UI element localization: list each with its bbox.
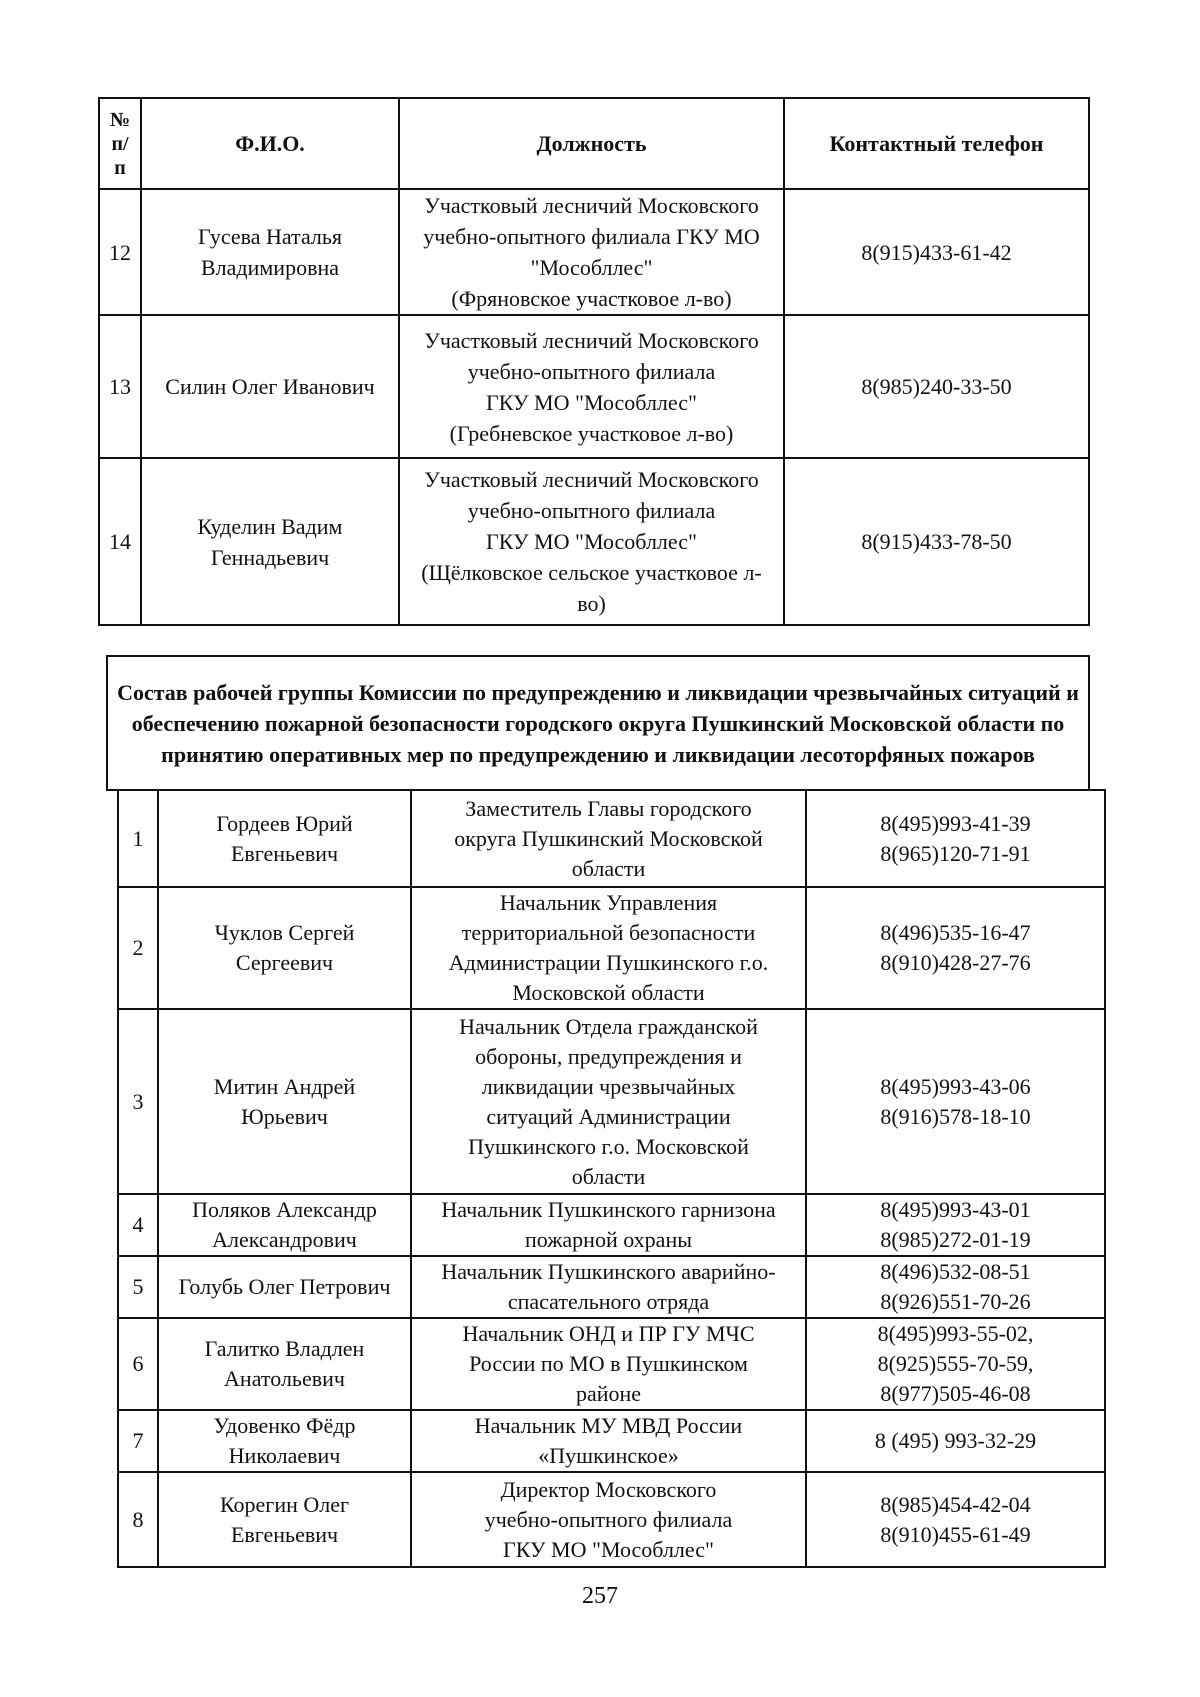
person-phone (806, 887, 1105, 1009)
person-position (411, 887, 806, 1009)
header-name: Ф.И.О. (141, 98, 399, 189)
person-position-line: Заместитель Главы городского (465, 795, 752, 821)
person-position (411, 1410, 806, 1472)
person-name-line: Удовенко Фёдр (213, 1413, 356, 1438)
table-row (118, 790, 1105, 887)
person-name-line: Голубь Олег Петрович (178, 1274, 391, 1299)
person-phone-line: 8(985)272-01-19 (880, 1227, 1031, 1252)
person-phone-line: 8(496)535-16-47 (880, 920, 1031, 945)
person-phone-line: 8(910)455-61-49 (880, 1521, 1031, 1547)
person-name-line: Поляков Александр (192, 1197, 377, 1222)
person-phone-line: 8(915)433-61-42 (861, 239, 1012, 265)
person-phone-line: 8(916)578-18-10 (880, 1103, 1031, 1129)
row-number: 6 (118, 1318, 158, 1410)
person-name (141, 458, 399, 625)
person-position-line: Пушкинского г.о. Московской (468, 1133, 749, 1159)
person-position (399, 315, 784, 458)
table-row (118, 1194, 1105, 1256)
person-name-line: Анатольевич (224, 1366, 345, 1391)
person-position (399, 189, 784, 315)
person-position-line: (Щёлковское сельское участковое л- (421, 560, 762, 585)
person-phone-line: 8(495)993-43-01 (880, 1197, 1031, 1222)
person-position (411, 790, 806, 887)
person-phone-line: 8(915)433-78-50 (861, 529, 1012, 554)
person-position-line: (Фряновское участковое л-во) (451, 286, 732, 311)
person-position-line: пожарной охраны (524, 1227, 692, 1252)
header-num-line: п (114, 156, 126, 179)
person-phone-line: 8(925)555-70-59, (877, 1351, 1034, 1376)
row-number: 13 (99, 315, 141, 458)
person-position-line: Участковый лесничий Московского (424, 467, 759, 492)
person-name-line: Силин Олег Иванович (165, 374, 375, 399)
person-position-line: учебно-опытного филиала ГКУ МО (423, 224, 760, 249)
row-number: 1 (118, 790, 158, 887)
person-position-line: ГКУ МО "Мособллес" (503, 1536, 714, 1562)
person-name (158, 1256, 411, 1318)
person-position-line: Московской области (512, 980, 705, 1005)
table-row (118, 1256, 1105, 1318)
person-phone (784, 189, 1089, 315)
person-phone-line: 8(495)993-43-06 (880, 1073, 1031, 1099)
table-row (99, 189, 1089, 315)
person-name-line: Гордеев Юрий (216, 810, 353, 836)
table-row (118, 1009, 1105, 1194)
person-position-line: во) (577, 591, 606, 616)
person-position (411, 1472, 806, 1567)
person-name-line: Юрьевич (241, 1103, 328, 1129)
page-number: 257 (582, 1583, 618, 1609)
person-phone-line: 8(985)454-42-04 (880, 1491, 1031, 1517)
header-num-line: п/ (111, 132, 129, 155)
person-phone (806, 1256, 1105, 1318)
person-position-line: области (571, 855, 646, 881)
person-phone (806, 1009, 1105, 1194)
person-phone-line: 8(910)428-27-76 (880, 950, 1031, 975)
person-position-line: области (571, 1163, 646, 1189)
person-position-line: районе (575, 1381, 642, 1406)
person-phone (806, 1194, 1105, 1256)
person-name (158, 887, 411, 1009)
person-phone (784, 315, 1089, 458)
person-name (158, 1318, 411, 1410)
row-number: 8 (118, 1472, 158, 1567)
person-name (158, 790, 411, 887)
person-name-line: Галитко Владлен (204, 1336, 365, 1361)
person-position-line: Участковый лесничий Московского (424, 193, 759, 218)
person-phone-line: 8(977)505-46-08 (880, 1381, 1031, 1406)
person-phone (806, 1472, 1105, 1567)
person-phone-line: 8(495)993-55-02, (877, 1321, 1034, 1346)
person-phone-line: 8 (495) 993-32-29 (874, 1428, 1037, 1453)
person-position-line: Директор Московского (500, 1476, 717, 1502)
person-position-line: территориальной безопасности (461, 920, 756, 945)
person-name (141, 315, 399, 458)
person-phone (806, 1318, 1105, 1410)
person-phone-line: 8(965)120-71-91 (880, 840, 1031, 866)
row-number: 4 (118, 1194, 158, 1256)
section-title-table (106, 655, 1090, 791)
person-name-line: Гусева Наталья (197, 224, 343, 249)
person-position-line: Начальник Отдела гражданской (459, 1013, 758, 1039)
header-position: Должность (399, 98, 784, 189)
person-position-line: Начальник ОНД и ПР ГУ МЧС (462, 1321, 755, 1346)
row-number: 5 (118, 1256, 158, 1318)
person-position-line: Начальник Управления (499, 890, 718, 915)
person-name (158, 1009, 411, 1194)
table-row (99, 458, 1089, 625)
header-num-line: № (109, 108, 131, 131)
person-position (411, 1318, 806, 1410)
person-name-line: Митин Андрей (213, 1073, 356, 1099)
person-name-line: Владимировна (200, 255, 339, 280)
person-position-line: Участковый лесничий Московского (424, 327, 759, 353)
person-name-line: Корегин Олег (219, 1491, 350, 1517)
person-position-line: ГКУ МО "Мособллес" (486, 389, 697, 415)
person-phone (784, 458, 1089, 625)
person-position-line: обороны, предупреждения и (475, 1043, 742, 1069)
person-position-line: «Пушкинское» (538, 1443, 679, 1468)
person-phone-line: 8(495)993-41-39 (880, 810, 1031, 836)
table-header-row (99, 98, 1089, 189)
row-number: 12 (99, 189, 141, 315)
person-name-line: Николаевич (228, 1443, 341, 1468)
row-number: 14 (99, 458, 141, 625)
person-position-line: "Мособллес" (530, 255, 653, 280)
section-title: Состав рабочей группы Комиссии по предупреждению и ликвидации чрезвычайных ситуаций и обеспечению пожарной безопасности городского округа Пушкинский Московской области по принятию оперативных мер по предупреждению и ликвидации лесоторфяных пожаров (107, 656, 1089, 790)
person-position-line: ликвидации чрезвычайных (481, 1073, 736, 1099)
person-phone (806, 1410, 1105, 1472)
table-row (118, 1472, 1105, 1567)
person-position-line: учебно-опытного филиала (484, 1506, 733, 1532)
person-position-line: спасательного отряда (507, 1289, 710, 1314)
person-position-line: ситуаций Администрации (486, 1103, 731, 1129)
person-position-line: округа Пушкинский Московской (454, 825, 763, 851)
person-position-line: Начальник Пушкинского аварийно- (441, 1259, 776, 1284)
person-name-line: Геннадьевич (210, 544, 330, 570)
person-name (141, 189, 399, 315)
header-phone: Контактный телефон (784, 98, 1089, 189)
person-name (158, 1472, 411, 1567)
person-position-line: Начальник Пушкинского гарнизона (441, 1197, 776, 1222)
person-name-line: Александрович (212, 1227, 357, 1252)
row-number: 3 (118, 1009, 158, 1194)
person-position-line: Начальник МУ МВД России (474, 1413, 743, 1438)
person-position-line: (Гребневское участковое л-во) (449, 420, 734, 446)
contacts-table-bottom (117, 789, 1106, 1568)
person-position (411, 1194, 806, 1256)
table-row (118, 887, 1105, 1009)
row-number: 7 (118, 1410, 158, 1472)
person-phone-line: 8(926)551-70-26 (880, 1289, 1031, 1314)
person-position (399, 458, 784, 625)
contacts-table-top (98, 97, 1090, 626)
table-row (99, 315, 1089, 458)
person-position-line: России по МО в Пушкинском (469, 1351, 748, 1376)
table-row (118, 1410, 1105, 1472)
person-name-line: Евгеньевич (230, 840, 339, 866)
person-position (411, 1009, 806, 1194)
person-phone (806, 790, 1105, 887)
person-name-line: Чуклов Сергей (214, 920, 355, 945)
person-name-line: Куделин Вадим (197, 513, 343, 539)
person-position-line: ГКУ МО "Мособллес" (486, 529, 697, 554)
person-phone-line: 8(496)532-08-51 (880, 1259, 1031, 1284)
person-name-line: Сергеевич (235, 950, 334, 975)
person-position-line: учебно-опытного филиала (467, 498, 716, 523)
person-phone-line: 8(985)240-33-50 (861, 374, 1012, 399)
person-name (158, 1410, 411, 1472)
person-position-line: Администрации Пушкинского г.о. (448, 950, 769, 975)
row-number: 2 (118, 887, 158, 1009)
person-position-line: учебно-опытного филиала (467, 358, 716, 384)
person-name-line: Евгеньевич (230, 1521, 339, 1547)
person-name (158, 1194, 411, 1256)
table-row (118, 1318, 1105, 1410)
header-num (99, 98, 141, 189)
person-position (411, 1256, 806, 1318)
